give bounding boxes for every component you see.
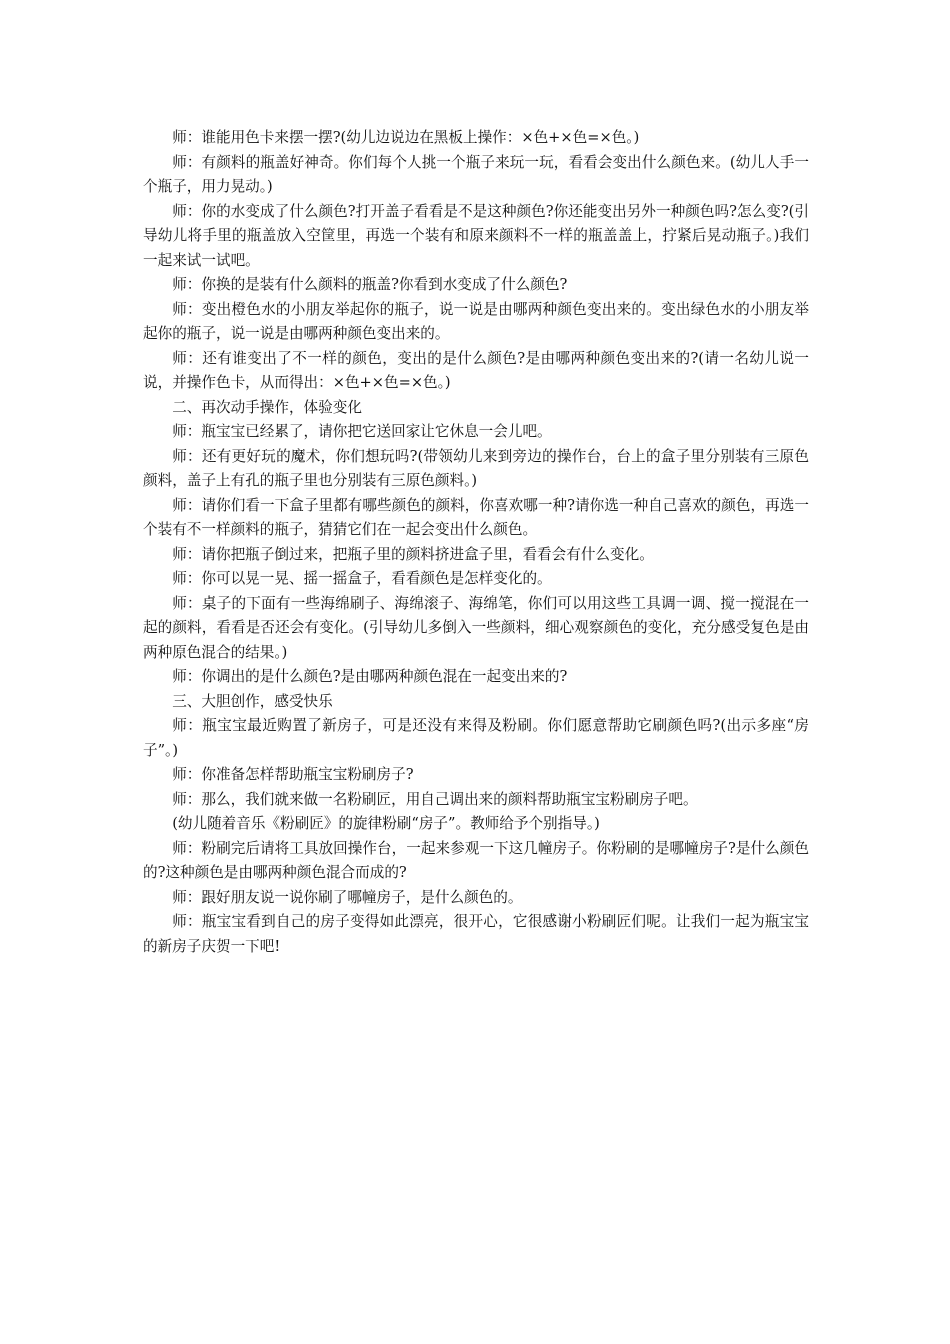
paragraph: 师：跟好朋友说一说你刷了哪幢房子，是什么颜色的。: [172, 888, 523, 906]
section-heading: 三、大胆创作，感受快乐: [172, 692, 333, 710]
paragraph: 师：那么，我们就来做一名粉刷匠，用自己调出来的颜料帮助瓶宝宝粉刷房子吧。: [172, 790, 698, 808]
paragraph: 师：你可以晃一晃、摇一摇盒子，看看颜色是怎样变化的。: [172, 570, 552, 587]
paragraph: 师：你调出的是什么颜色?是由哪两种颜色混在一起变出来的?: [172, 668, 568, 685]
paragraph: 师：请你们看一下盒子里都有哪些颜色的颜料，你喜欢哪一种?请你选一种自己喜欢的颜色，再选一个装有不一样颜料的瓶子，猜猜它们在一起会变出什么颜色。: [143, 496, 809, 538]
paragraph: 师：瓶宝宝看到自己的房子变得如此漂亮，很开心，它很感谢小粉刷匠们呢。让我们一起为瓶宝宝的新房子庆贺一下吧!: [143, 913, 809, 955]
paragraph: (幼儿随着音乐《粉刷匠》的旋律粉刷“房子”。教师给予个别指导。): [172, 815, 600, 832]
paragraph: 师：你换的是装有什么颜料的瓶盖?你看到水变成了什么颜色?: [172, 276, 568, 293]
paragraph: 师：谁能用色卡来摆一摆?(幼儿边说边在黑板上操作：×色+×色=×色。): [172, 129, 640, 146]
paragraph: 师：粉刷完后请将工具放回操作台，一起来参观一下这几幢房子。你粉刷的是哪幢房子?是什么颜色的?这种颜色是由哪两种颜色混合而成的?: [143, 839, 809, 881]
paragraph: 师：瓶宝宝已经累了，请你把它送回家让它休息一会儿吧。: [172, 423, 552, 440]
paragraph: 师：有颜料的瓶盖好神奇。你们每个人挑一个瓶子来玩一玩，看看会变出什么颜色来。(幼儿人手一个瓶子，用力晃动。): [143, 153, 809, 195]
paragraph: 师：你的水变成了什么颜色?打开盖子看看是不是这种颜色?你还能变出另外一种颜色吗?怎么变?(引导幼儿将手里的瓶盖放入空筐里，再选一个装有和原来颜料不一样的瓶盖盖上，拧紧后晃动瓶子。)我们一起来试一试吧。: [143, 202, 809, 269]
paragraph: 师：还有更好玩的魔术，你们想玩吗?(带领幼儿来到旁边的操作台，台上的盒子里分别装有三原色颜料，盖子上有孔的瓶子里也分别装有三原色颜料。): [143, 447, 809, 489]
paragraph: 师：变出橙色水的小朋友举起你的瓶子，说一说是由哪两种颜色变出来的。变出绿色水的小朋友举起你的瓶子，说一说是由哪两种颜色变出来的。: [143, 300, 809, 342]
paragraph: 师：请你把瓶子倒过来，把瓶子里的颜料挤进盒子里，看看会有什么变化。: [172, 545, 654, 563]
paragraph: 师：还有谁变出了不一样的颜色，变出的是什么颜色?是由哪两种颜色变出来的?(请一名幼儿说一说，并操作色卡，从而得出：×色+×色=×色。): [143, 349, 809, 391]
paragraph: 师：瓶宝宝最近购置了新房子，可是还没有来得及粉刷。你们愿意帮助它刷颜色吗?(出示多座“房子”。): [143, 717, 809, 759]
paragraph: 师：桌子的下面有一些海绵刷子、海绵滚子、海绵笔，你们可以用这些工具调一调、搅一搅混在一起的颜料，看看是否还会有变化。(引导幼儿多倒入一些颜料，细心观察颜色的变化，充分感受复色是由两种原色混合的结果。): [143, 594, 809, 661]
section-heading: 二、再次动手操作，体验变化: [172, 398, 362, 416]
paragraph: 师：你准备怎样帮助瓶宝宝粉刷房子?: [172, 766, 414, 783]
document-body: [143, 126, 809, 959]
